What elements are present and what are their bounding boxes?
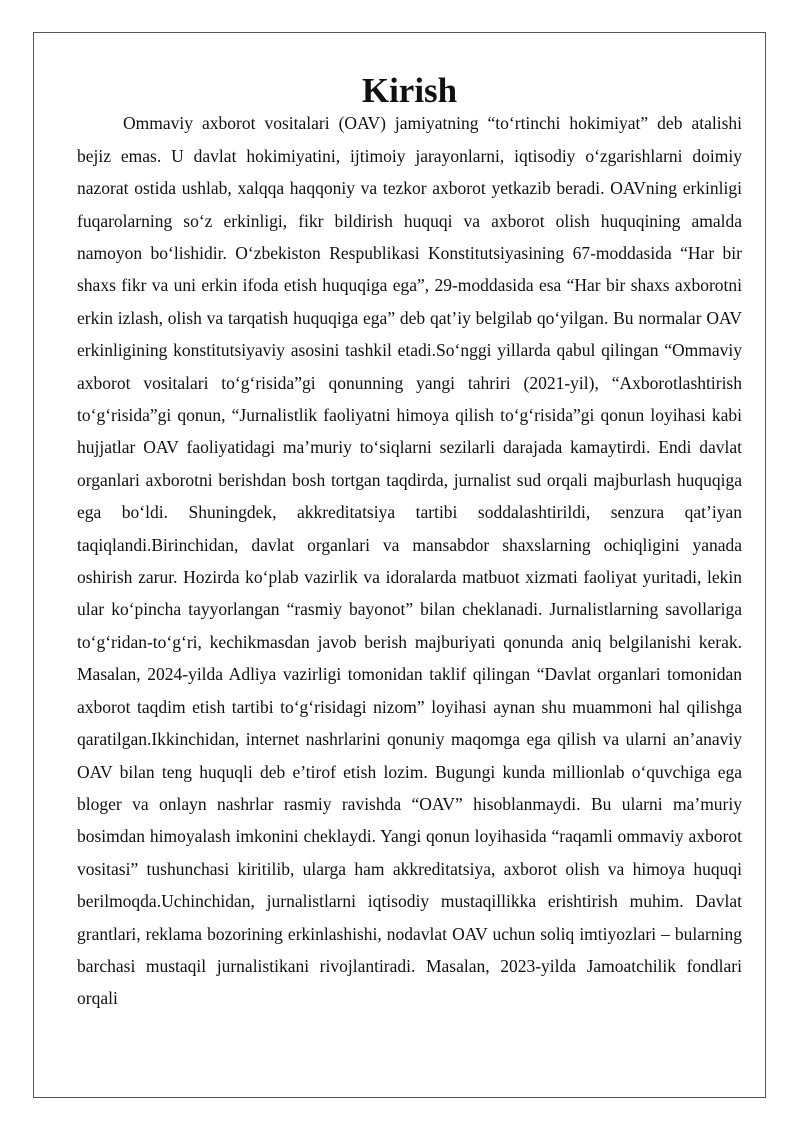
document-content [77, 71, 742, 1015]
body-paragraph: Ommaviy axborot vositalari (OAV) jamiyatning “to‘rtinchi hokimiyat” deb atalishi bejiz emas. U davlat hokimiyatini, ijtimoiy jarayonlarni, iqtisodiy o‘zgarishlarni doimiy nazorat ostida ushlab, xalqqa haqqoniy va tezkor axborot yetkazib beradi. OAVning erkinligi fuqarolarning so‘z erkinligi, fikr bildirish huquqi va axborot olish huquqining amalda namoyon bo‘lishidir. O‘zbekiston Respublikasi Konstitutsiyasining 67-moddasida “Har bir shaxs fikr va uni erkin ifoda etish huquqiga ega”, 29-moddasida esa “Har bir shaxs axborotni erkin izlash, olish va tarqatish huquqiga ega” deb qat’iy belgilab qo‘yilgan. Bu normalar OAV erkinligining konstitutsiyaviy asosini tashkil etadi.So‘nggi yillarda qabul qilingan “Ommaviy axborot vositalari to‘g‘risida”gi qonunning yangi tahriri (2021-yil), “Axborotlashtirish to‘g‘risida”gi qonun, “Jurnalistlik faoliyatni himoya qilish to‘g‘risida”gi qonun loyihasi kabi hujjatlar OAV faoliyatidagi ma’muriy to‘siqlarni sezilarli darajada kamaytirdi. Endi davlat organlari axborotni berishdan bosh tortgan taqdirda, jurnalist sud orqali majburlash huquqiga ega bo‘ldi. Shuningdek, akkreditatsiya tartibi soddalashtirildi, senzura qat’iyan taqiqlandi.Birinchidan, davlat organlari va mansabdor shaxslarning ochiqligini yanada oshirish zarur. Hozirda ko‘plab vazirlik va idoralarda matbuot xizmati faoliyat yuritadi, lekin ular ko‘pincha tayyorlangan “rasmiy bayonot” bilan cheklanadi. Jurnalistlarning savollariga to‘g‘ridan-to‘g‘ri, kechikmasdan javob berish majburiyati qonunda aniq belgilanishi kerak. Masalan, 2024-yilda Adliya vazirligi tomonidan taklif qilingan “Davlat organlari tomonidan axborot taqdim etish tartibi to‘g‘risidagi nizom” loyihasi aynan shu muammoni hal qilishga qaratilgan.Ikkinchidan, internet nashrlarini qonuniy maqomga ega qilish va ularni an’anaviy OAV bilan teng huquqli deb e’tirof etish lozim. Bugungi kunda millionlab o‘quvchiga ega bloger va onlayn nashrlar rasmiy ravishda “OAV” hisoblanmaydi. Bu ularni ma’muriy bosimdan himoyalash imkonini cheklaydi. Yangi qonun loyihasida “raqamli ommaviy axborot vositasi” tushunchasi kiritilib, ularga ham akkreditatsiya, axborot olish va himoya huquqi berilmoqda.Uchinchidan, jurnalistlarni iqtisodiy mustaqillikka erishtirish muhim. Davlat grantlari, reklama bozorining erkinlashishi, nodavlat OAV uchun soliq imtiyozlari – bularning barchasi mustaqil jurnalistikani rivojlantiradi. Masalan, 2023-yilda Jamoatchilik fondlari orqali [77, 113, 742, 1009]
document-title: Kirish [361, 71, 458, 110]
